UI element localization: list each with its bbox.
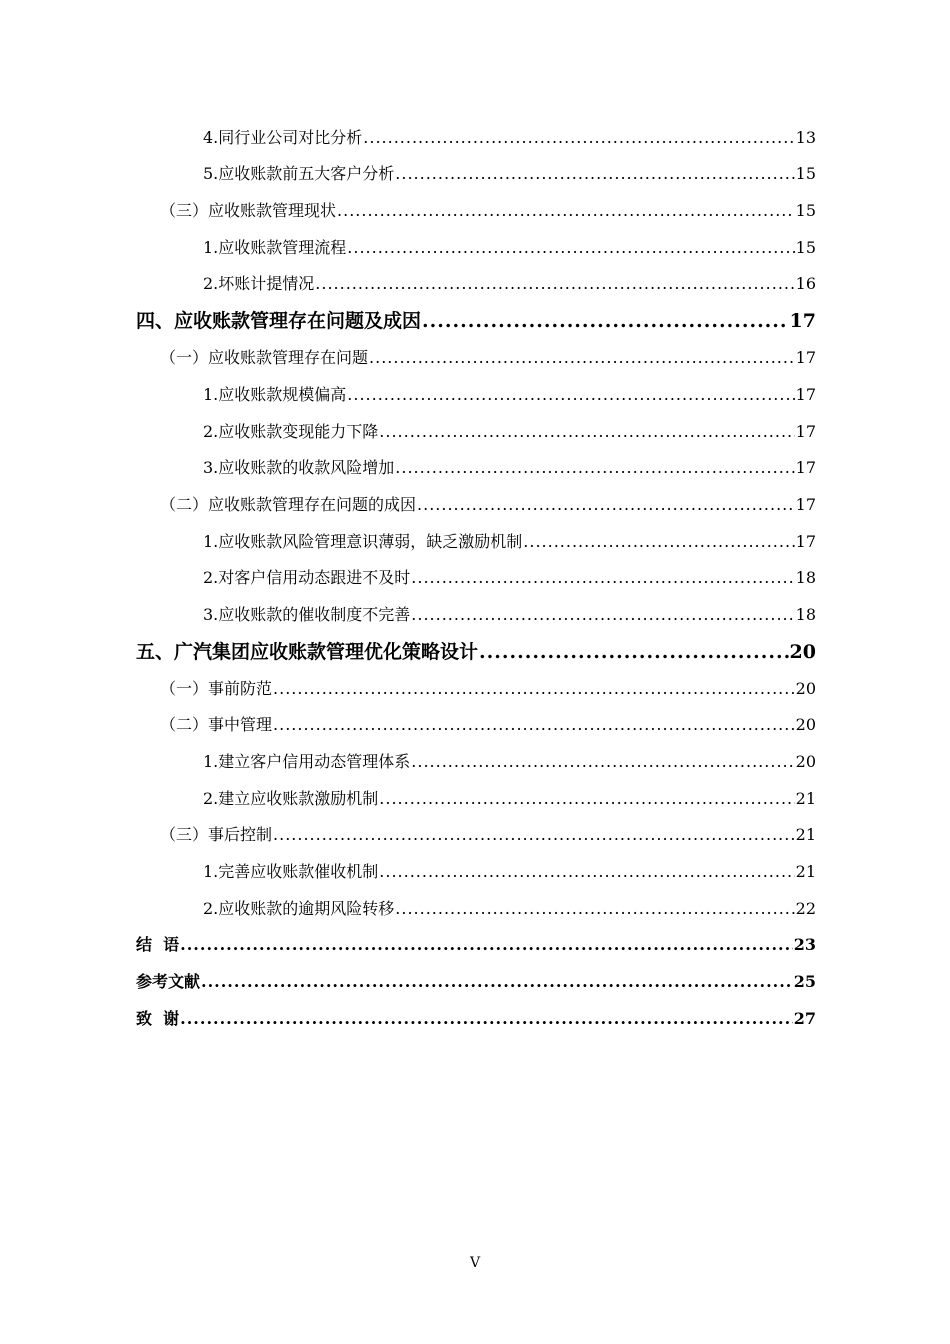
toc-leader-dots [523,527,794,557]
toc-entry[interactable] [136,704,816,741]
toc-entry-page: 22 [795,898,816,918]
toc-entry-page: 17 [795,531,816,551]
toc-entry-title: 4.同行业公司对比分析 [203,127,363,147]
toc-entry-page: 18 [795,568,816,588]
table-of-contents [136,116,816,1034]
toc-entry-title: 参考文献 [136,972,201,992]
toc-leader-dots [369,343,795,373]
toc-entry[interactable] [136,814,816,851]
toc-entry-title: 致 谢 [136,1008,180,1028]
toc-entry-title: （三）应收账款管理现状 [160,201,337,221]
toc-entry-page: 20 [795,752,816,771]
toc-leader-dots [347,233,794,263]
toc-leader-dots [395,159,794,189]
toc-entry[interactable] [136,520,816,557]
toc-entry-title: （一）应收账款管理存在问题 [160,348,369,368]
toc-entry-page: 21 [795,788,816,808]
page-number: V [469,1255,481,1271]
toc-entry[interactable] [136,850,816,887]
toc-leader-dots [363,123,794,153]
toc-entry-title: （二）应收账款管理存在问题的成因 [160,494,417,514]
toc-entry[interactable] [136,777,816,814]
toc-entry-title: （一）事前防范 [160,678,273,698]
toc-entry[interactable] [136,483,816,520]
toc-entry-page: 15 [795,201,816,221]
toc-entry[interactable] [136,447,816,484]
toc-leader-dots [337,196,795,226]
toc-leader-dots [417,490,795,520]
toc-entry-title: 3.应收账款的收款风险增加 [203,458,395,478]
toc-back-matter[interactable] [136,960,816,997]
toc-leader-dots [180,930,793,960]
toc-entry-title: （三）事后控制 [160,825,273,845]
toc-entry-title: （二）事中管理 [160,715,273,735]
toc-leader-dots [411,600,794,630]
toc-leader-dots [411,563,794,593]
toc-entry-page: 17 [795,458,816,478]
toc-entry-title: 2.建立应收账款激励机制 [203,788,379,808]
toc-leader-dots [479,637,789,667]
toc-entry-page: 20 [795,678,816,698]
toc-entry-page: 18 [795,604,816,624]
toc-leader-dots [315,269,794,299]
toc-leader-dots [180,1004,793,1034]
toc-leader-dots [395,894,794,924]
toc-entry[interactable] [136,189,816,226]
toc-entry-page: 17 [795,384,816,404]
toc-entry-title: 3.应收账款的催收制度不完善 [203,604,411,624]
toc-chapter[interactable] [136,299,816,336]
toc-entry-page: 17 [789,310,816,333]
toc-entry-page: 25 [793,972,816,992]
toc-entry[interactable] [136,153,816,190]
toc-entry-page: 20 [795,715,816,735]
toc-entry-title: 2.坏账计提情况 [203,274,315,294]
toc-entry-title: 2.应收账款的逾期风险转移 [203,898,395,918]
toc-entry-page: 15 [795,237,816,257]
toc-entry[interactable] [136,116,816,153]
toc-leader-dots [347,380,794,410]
toc-entry-title: 四、应收账款管理存在问题及成因 [136,310,422,333]
toc-entry-title: 1.应收账款风险管理意识薄弱，缺乏激励机制 [203,531,523,551]
toc-entry[interactable] [136,557,816,594]
toc-leader-dots [201,967,793,997]
toc-leader-dots [411,747,794,777]
toc-entry[interactable] [136,593,816,630]
toc-entry-page: 17 [795,348,816,368]
toc-leader-dots [379,857,794,887]
toc-leader-dots [379,417,794,447]
toc-entry[interactable] [136,887,816,924]
toc-leader-dots [273,674,795,704]
toc-entry-page: 27 [793,1008,816,1028]
toc-entry-title: 1.应收账款管理流程 [203,237,347,257]
toc-entry-page: 16 [795,274,816,294]
toc-entry-title: 结 语 [136,935,180,955]
toc-entry-page: 23 [793,935,816,955]
toc-entry-title: 五、广汽集团应收账款管理优化策略设计 [136,640,479,663]
toc-leader-dots [273,710,795,740]
toc-leader-dots [422,306,789,336]
toc-entry-page: 21 [795,825,816,845]
toc-entry[interactable] [136,263,816,300]
toc-entry[interactable] [136,740,816,777]
toc-entry-title: 2.对客户信用动态跟进不及时 [203,568,411,588]
toc-entry-page: 20 [789,640,816,663]
toc-entry-page: 17 [795,421,816,441]
toc-entry-page: 21 [795,862,816,882]
toc-entry-title: 1.应收账款规模偏高 [203,384,347,404]
toc-chapter[interactable] [136,630,816,667]
toc-entry[interactable] [136,373,816,410]
toc-entry-title: 2.应收账款变现能力下降 [203,421,379,441]
toc-back-matter[interactable] [136,997,816,1034]
toc-leader-dots [379,784,794,814]
toc-entry-title: 1.完善应收账款催收机制 [203,862,379,882]
toc-entry-page: 15 [795,164,816,184]
toc-entry[interactable] [136,410,816,447]
toc-entry[interactable] [136,667,816,704]
toc-leader-dots [273,820,795,850]
toc-entry-page: 17 [795,494,816,514]
toc-entry-title: 5.应收账款前五大客户分析 [203,164,395,184]
toc-entry[interactable] [136,226,816,263]
toc-entry-title: 1.建立客户信用动态管理体系 [203,752,411,771]
toc-entry[interactable] [136,336,816,373]
toc-entry-page: 13 [795,127,816,147]
toc-back-matter[interactable] [136,924,816,961]
toc-leader-dots [395,453,794,483]
